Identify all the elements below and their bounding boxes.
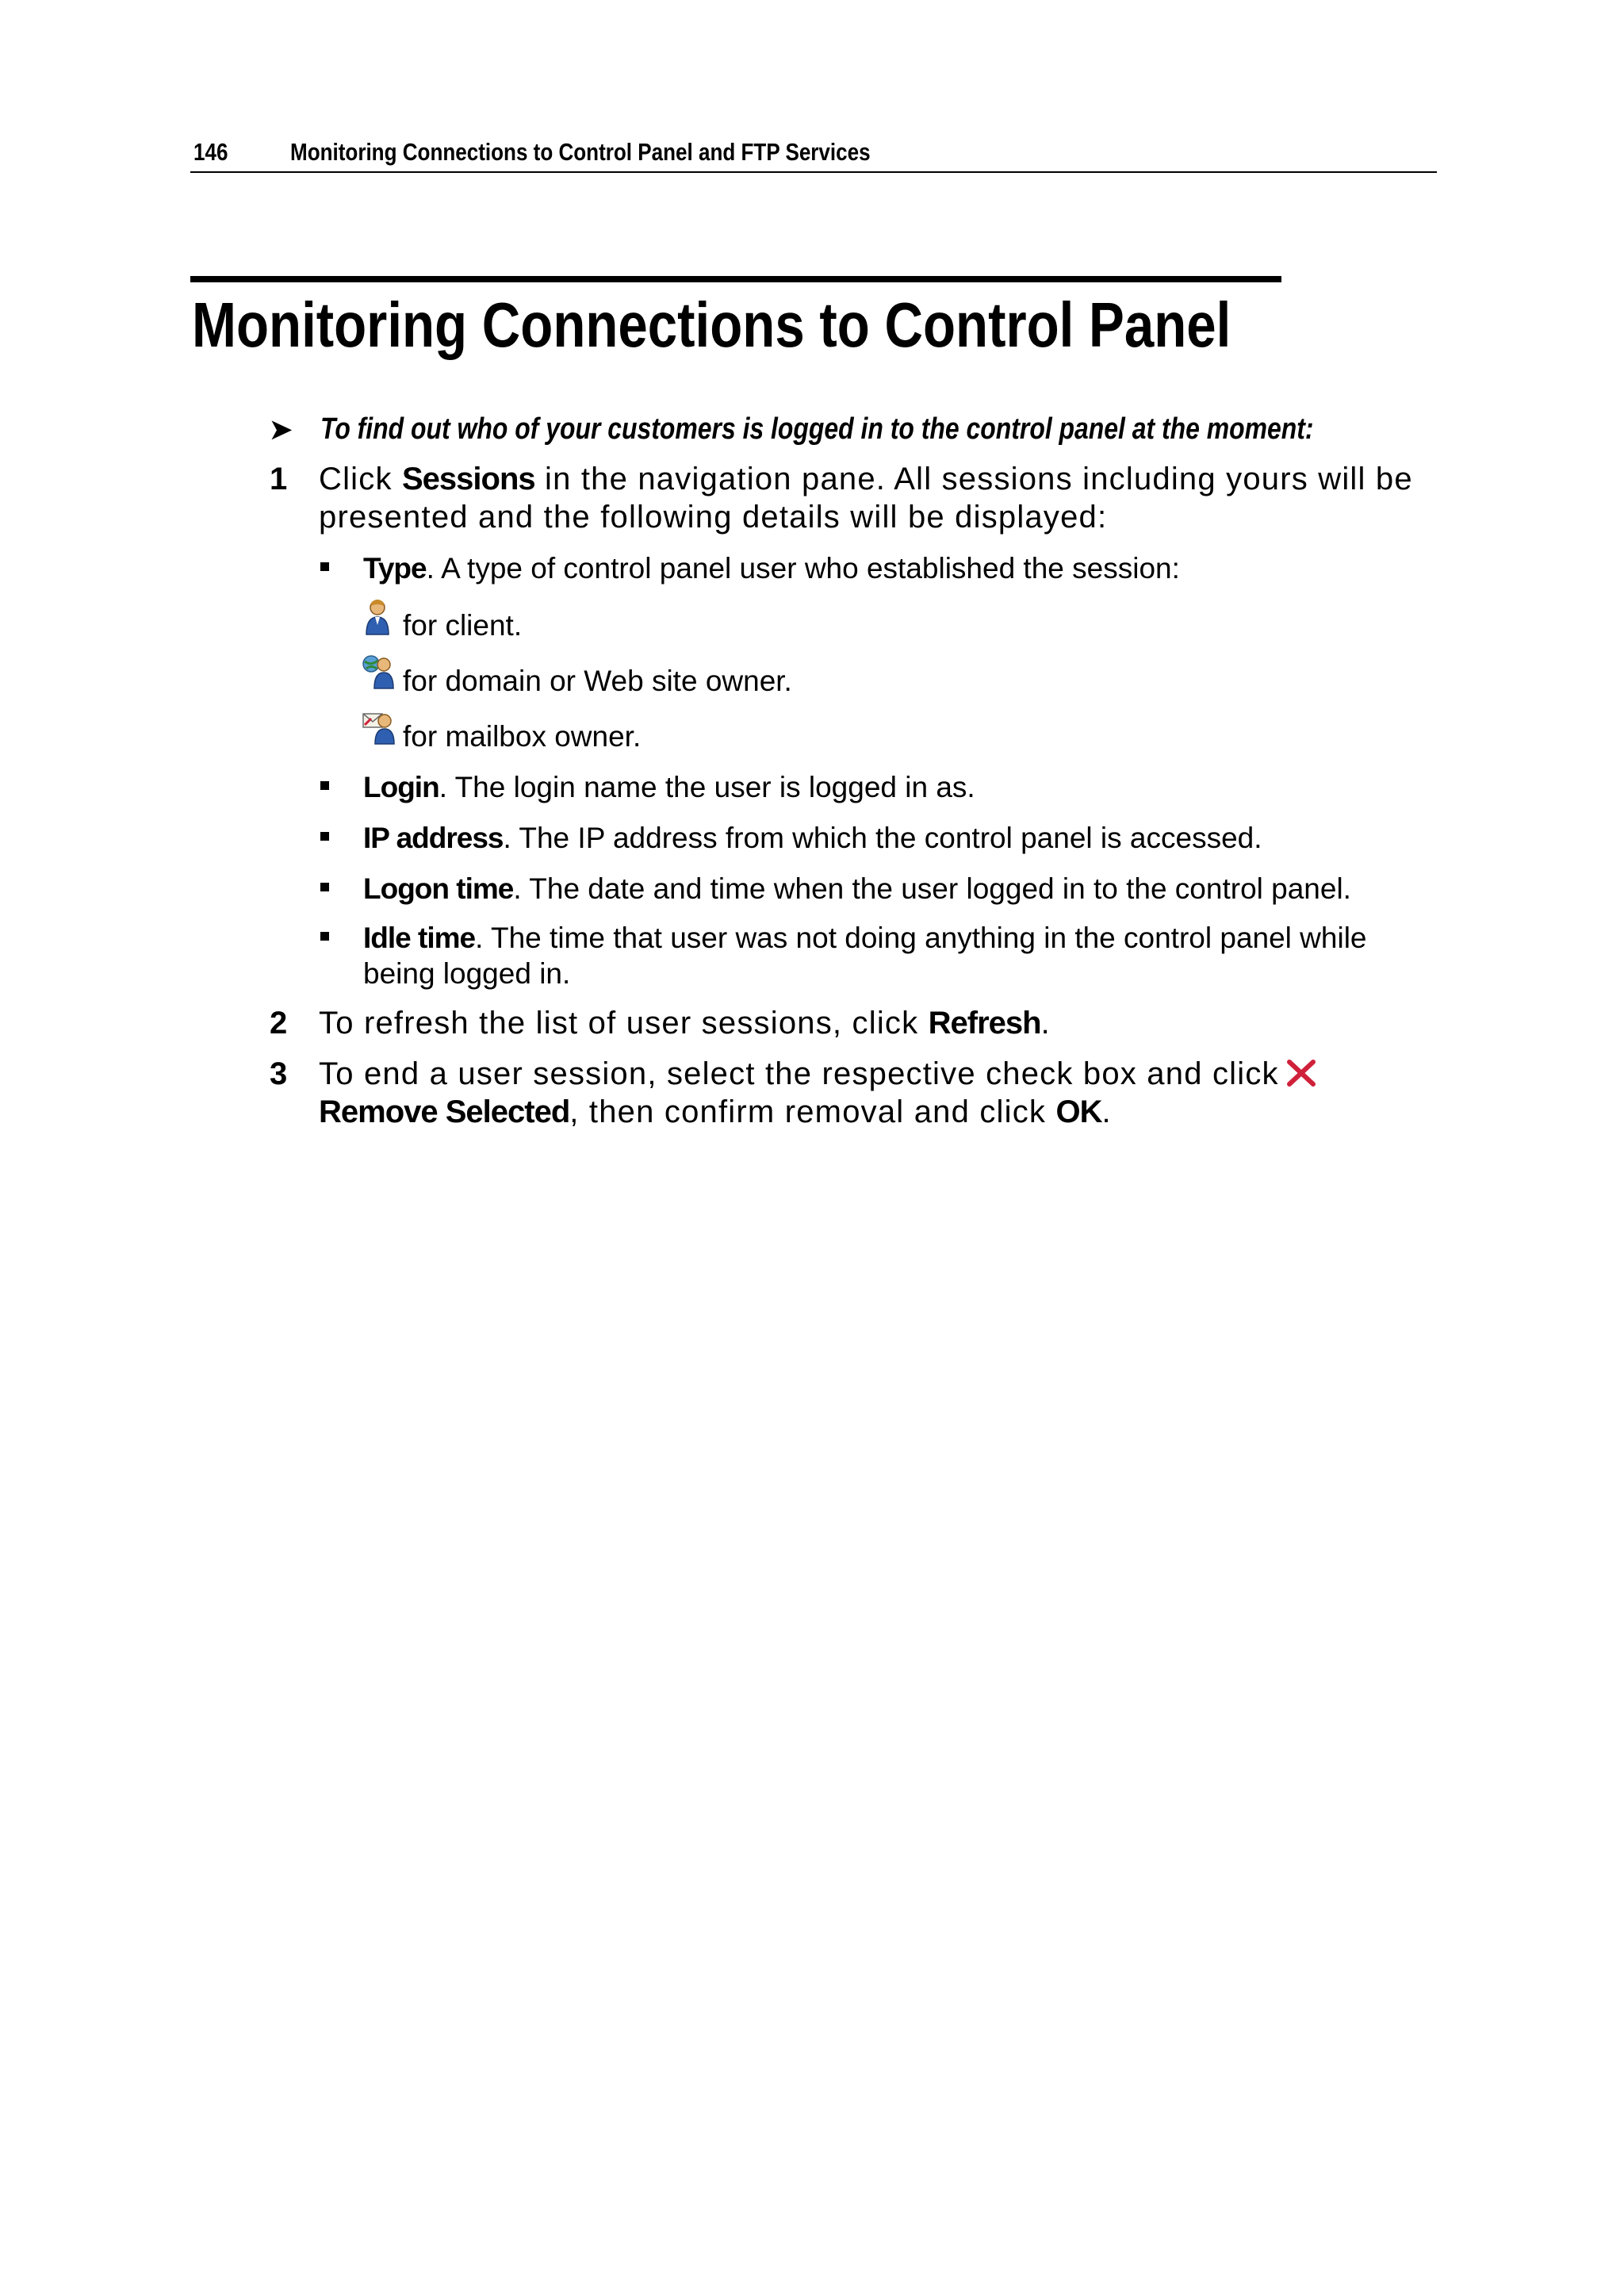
domain-owner-icon bbox=[362, 654, 398, 690]
step-text: , then confirm removal and click bbox=[569, 1094, 1047, 1129]
square-bullet-icon bbox=[320, 932, 329, 941]
ui-term-ok: OK bbox=[1055, 1094, 1102, 1129]
detail-term: Logon time bbox=[363, 872, 514, 905]
detail-text: . The login name the user is logged in as. bbox=[439, 771, 975, 803]
detail-term: Idle time bbox=[363, 922, 476, 954]
step-text: To end a user session, select the respective check box and click bbox=[319, 1056, 1279, 1091]
square-bullet-icon bbox=[320, 832, 329, 841]
detail-term: Type bbox=[363, 552, 427, 585]
detail-text: . The IP address from which the control panel is accessed. bbox=[503, 822, 1262, 854]
step-text: . bbox=[1040, 1006, 1051, 1041]
running-header-title: Monitoring Connections to Control Panel and FTP Services bbox=[290, 138, 871, 166]
step-text: Click bbox=[319, 462, 393, 496]
mailbox-owner-icon bbox=[362, 709, 398, 746]
ui-term-refresh: Refresh bbox=[928, 1006, 1041, 1041]
user-type-label: for domain or Web site owner. bbox=[403, 665, 792, 697]
page-title: Monitoring Connections to Control Panel bbox=[192, 289, 1231, 360]
step-text: in the navigation pane. All sessions including yours will be presented and the following details will be displayed: bbox=[319, 462, 1413, 535]
detail-term: Login bbox=[363, 771, 439, 803]
procedure-intro-text: To find out who of your customers is logged in to the control panel at the moment: bbox=[320, 412, 1314, 446]
step-text: To refresh the list of user sessions, click bbox=[319, 1006, 919, 1041]
detail-term: IP address bbox=[363, 822, 504, 854]
remove-x-icon bbox=[1285, 1059, 1317, 1087]
page-number: 146 bbox=[193, 138, 228, 166]
detail-text: . The date and time when the user logged in to the control panel. bbox=[513, 872, 1351, 905]
square-bullet-icon bbox=[320, 562, 329, 571]
step-number: 2 bbox=[270, 1006, 288, 1041]
arrow-bullet-icon: ➤ bbox=[270, 415, 293, 445]
running-header bbox=[190, 135, 1437, 173]
user-type-label: for client. bbox=[403, 609, 523, 642]
step-number: 3 bbox=[270, 1056, 288, 1091]
client-user-icon bbox=[362, 598, 393, 636]
user-type-label: for mailbox owner. bbox=[403, 720, 642, 753]
square-bullet-icon bbox=[320, 883, 329, 891]
square-bullet-icon bbox=[320, 781, 329, 790]
detail-text: . A type of control panel user who established the session: bbox=[426, 552, 1180, 585]
ui-term-remove-selected: Remove Selected bbox=[319, 1094, 570, 1129]
detail-text: . The time that user was not doing anything in the control panel while being logged in. bbox=[363, 922, 1367, 990]
heading-rule bbox=[190, 276, 1281, 282]
step-text: . bbox=[1101, 1094, 1112, 1129]
step-number: 1 bbox=[270, 462, 288, 496]
ui-term-sessions: Sessions bbox=[402, 462, 535, 496]
